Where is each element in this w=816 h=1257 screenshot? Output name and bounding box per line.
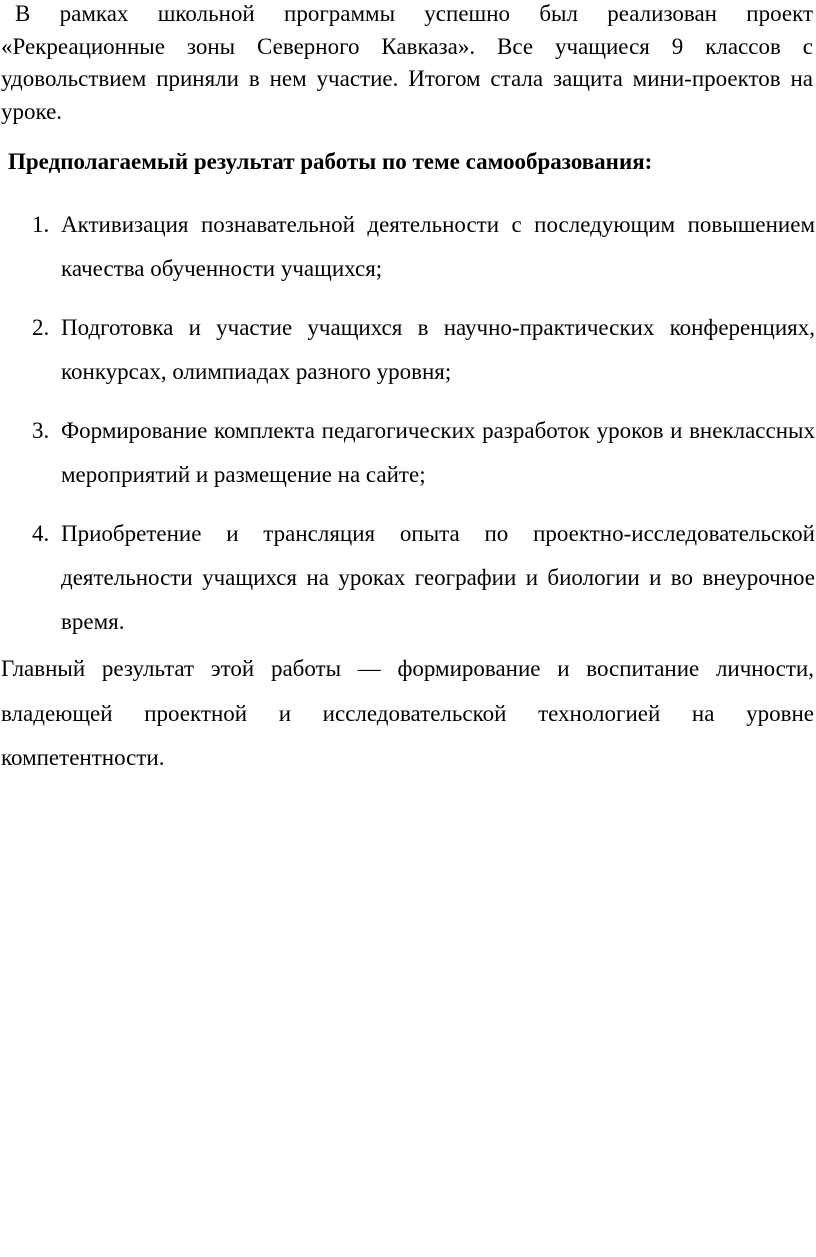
list-number: 2. <box>32 315 50 340</box>
list-text: Подготовка и участие учащихся в научно-практических конференциях, конкурсах, олимпиадах разного уровня; <box>61 315 815 384</box>
list-item-4 <box>0 512 815 644</box>
list-text: Приобретение и трансляция опыта по проектно-исследовательской деятельности учащихся на уроках географии и биологии и во внеурочное время. <box>61 521 815 634</box>
list-number: 3. <box>32 418 50 443</box>
intro-paragraph: В рамках школьной программы успешно был реализован проект «Рекреационные зоны Северного Кавказа». Все учащиеся 9 классов с удовольствием приняли в нем участие. Итогом стала защита мини-проектов на уроке. <box>1 1 813 124</box>
results-list <box>0 203 815 659</box>
list-text: Активизация познавательной деятельности с последующим повышением качества обученности учащихся; <box>61 212 815 281</box>
list-item-2 <box>0 306 815 394</box>
list-number: 1. <box>32 212 50 237</box>
conclusion-paragraph: Главный результат этой работы — формирование и воспитание личности, владеющей проектной и исследовательской технологией на уровне компетентности. <box>1 656 814 770</box>
list-number: 4. <box>32 521 50 546</box>
list-text: Формирование комплекта педагогических разработок уроков и внеклассных мероприятий и размещение на сайте; <box>61 418 815 487</box>
list-item-1 <box>0 203 815 291</box>
list-item-3 <box>0 409 815 497</box>
section-heading: Предполагаемый результат работы по теме самообразования: <box>8 149 653 174</box>
